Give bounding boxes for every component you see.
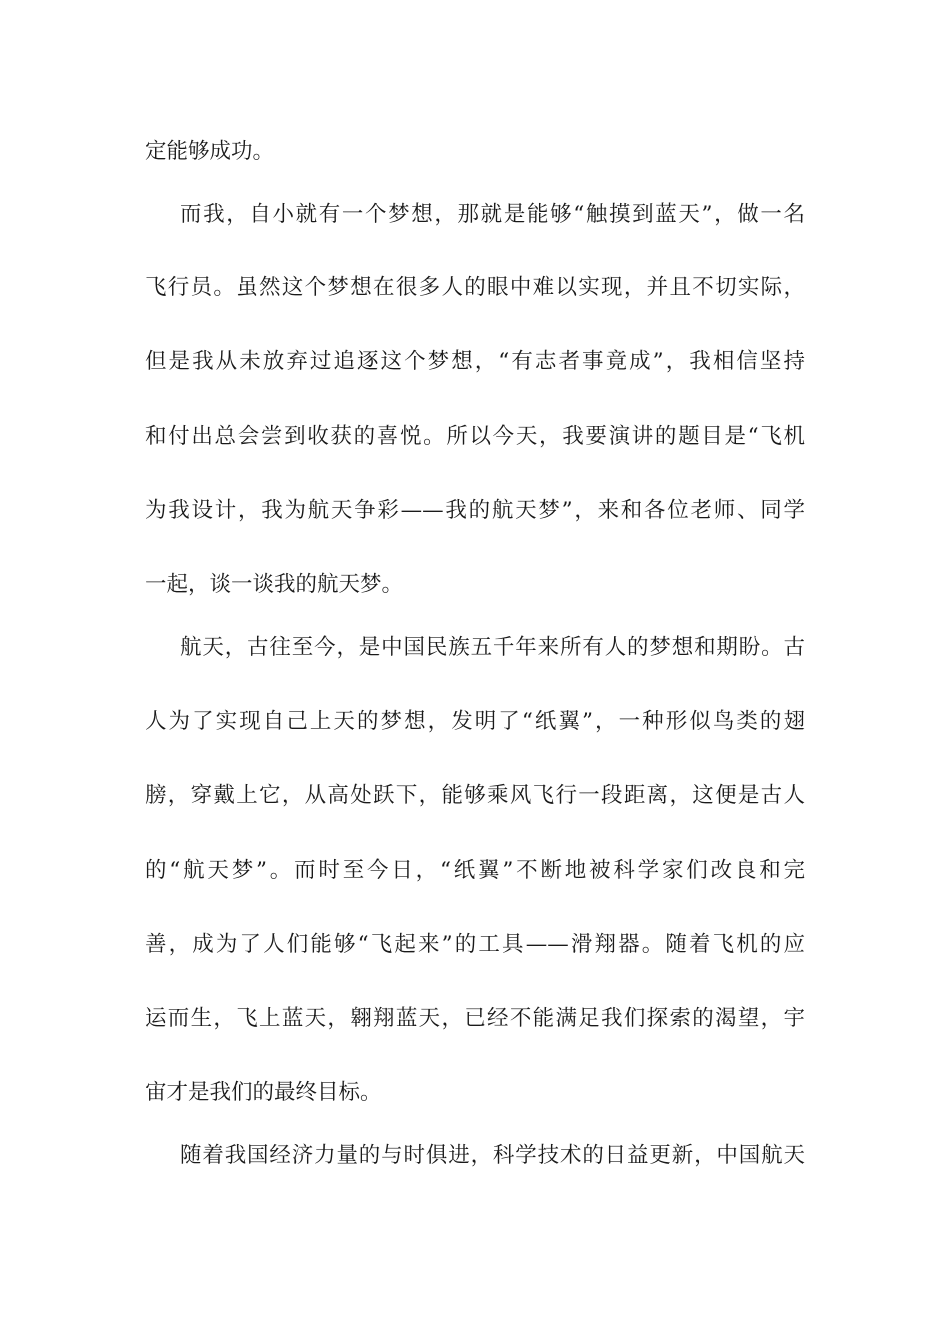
text-line: 飞行员。虽然这个梦想在很多人的眼中难以实现，并且不切实际， bbox=[145, 275, 805, 300]
text-line: 定能够成功。 bbox=[145, 139, 275, 164]
text-line: 膀，穿戴上它，从高处跃下，能够乘风飞行一段距离，这便是古人 bbox=[145, 783, 805, 808]
text-line: 和付出总会尝到收获的喜悦。所以今天，我要演讲的题目是“飞机 bbox=[145, 424, 805, 449]
text-line: 善，成为了人们能够“飞起来”的工具——滑翔器。随着飞机的应 bbox=[145, 932, 805, 957]
text-line: 运而生，飞上蓝天，翱翔蓝天，已经不能满足我们探索的渴望，宇 bbox=[145, 1006, 805, 1031]
text-line: 宙才是我们的最终目标。 bbox=[145, 1080, 382, 1105]
paragraph-first-line: 而我，自小就有一个梦想，那就是能够“触摸到蓝天”，做一名 bbox=[180, 202, 805, 227]
text-line: 为我设计，我为航天争彩——我的航天梦”，来和各位老师、同学 bbox=[145, 498, 805, 523]
text-line: 一起，谈一谈我的航天梦。 bbox=[145, 572, 404, 597]
paragraph-first-line: 随着我国经济力量的与时俱进，科学技术的日益更新，中国航天 bbox=[180, 1143, 805, 1168]
text-line: 但是我从未放弃过追逐这个梦想，“有志者事竟成”，我相信坚持 bbox=[145, 349, 805, 374]
text-line: 的“航天梦”。而时至今日，“纸翼”不断地被科学家们改良和完 bbox=[145, 858, 805, 883]
text-line: 人为了实现自己上天的梦想，发明了“纸翼”，一种形似鸟类的翅 bbox=[145, 709, 805, 734]
paragraph-first-line: 航天，古往至今，是中国民族五千年来所有人的梦想和期盼。古 bbox=[180, 635, 805, 660]
